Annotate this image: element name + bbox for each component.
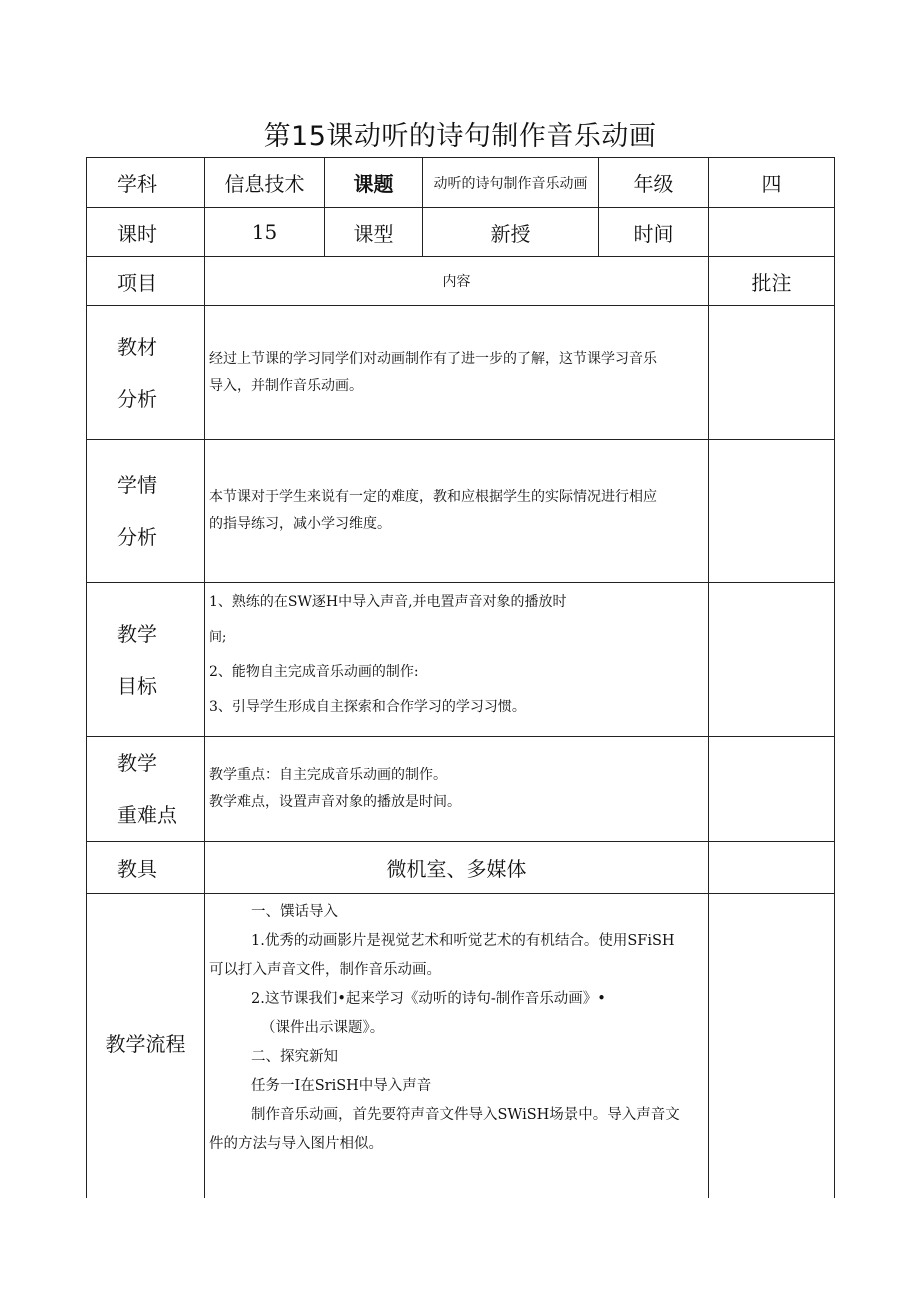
- process-line-5: （课件出示课题》。: [261, 1020, 385, 1036]
- process-row: [87, 894, 835, 1198]
- type-value: 新授: [423, 208, 599, 257]
- students-row: [87, 440, 835, 583]
- key-points-line-2: 教学难点，设置声音对象的播放是时间。: [209, 794, 461, 810]
- key-points-row: [87, 737, 835, 842]
- item-column-header: 项目: [87, 257, 205, 306]
- key-points-label: [87, 737, 205, 842]
- goals-label-line2: 目标: [117, 673, 157, 698]
- process-line-4: 2.这节课我们•起来学习《动听的诗句-制作音乐动画》•: [251, 991, 606, 1007]
- content-column-header: 内容: [205, 257, 709, 306]
- goals-line-3: 2、能物自主完成音乐动画的制作:: [209, 664, 419, 680]
- subject-value: 信息技术: [205, 158, 325, 208]
- type-label: 课型: [325, 208, 423, 257]
- goals-label: [87, 583, 205, 737]
- goals-line-2: 间;: [209, 630, 227, 645]
- goals-line-1: 1、熟练的在SW逐H中导入声音,并电置声音对象的播放时: [209, 594, 567, 610]
- tools-label: 教具: [87, 842, 205, 894]
- period-label: 课时: [87, 208, 205, 257]
- notes-column-header: 批注: [709, 257, 835, 306]
- header-row-2: [87, 208, 835, 257]
- grade-label: 年级: [599, 158, 709, 208]
- column-header-row: [87, 257, 835, 306]
- process-line-1: 一、馔话导入: [251, 904, 338, 920]
- students-label-line1: 学情: [117, 473, 157, 497]
- material-notes: [709, 306, 835, 440]
- goals-row: [87, 583, 835, 737]
- students-label: [87, 440, 205, 583]
- material-label-line1: 教材: [117, 334, 157, 359]
- time-value: [709, 208, 835, 257]
- process-line-3: 可以打入声音文件，制作音乐动画。: [209, 962, 441, 978]
- goals-line-4: 3、引导学生形成自主探索和合作学习的学习习惯。: [209, 699, 526, 715]
- grade-value: 四: [709, 158, 835, 208]
- tools-notes: [709, 842, 835, 894]
- header-row-1: [87, 158, 835, 208]
- process-line-9: 件的方法与导入图片相似。: [209, 1136, 383, 1152]
- process-line-7: 任务一I在SriSH中导入声音: [251, 1078, 432, 1094]
- material-line-2: 导入，并制作音乐动画。: [209, 377, 363, 394]
- subject-label: 学科: [87, 158, 205, 208]
- process-line-8: 制作音乐动画，首先要符声音文件导入SWiSH场景中。导入声音文: [251, 1107, 680, 1123]
- process-notes: [709, 894, 835, 1198]
- goals-content: [205, 583, 709, 737]
- process-label: 教学流程: [87, 894, 205, 1198]
- process-line-2: 1.优秀的动画影片是视觉艺术和听觉艺术的有机结合。使用SFiSH: [251, 933, 675, 949]
- students-notes: [709, 440, 835, 583]
- students-line-2: 的指导练习，减小学习维度。: [209, 516, 391, 532]
- students-line-1: 本节课对于学生来说有一定的难度，教和应根据学生的实际情况进行相应: [209, 489, 657, 505]
- process-content: [205, 894, 709, 1198]
- topic-value: 动听的诗句制作音乐动画: [423, 158, 599, 208]
- key-points-content: [205, 737, 709, 842]
- students-content: [205, 440, 709, 583]
- tools-value: 微机室、多媒体: [205, 842, 709, 894]
- topic-label: 课题: [325, 158, 423, 208]
- period-value: 15: [205, 208, 325, 257]
- tools-row: [87, 842, 835, 894]
- material-line-1: 经过上节课的学习同学们对动画制作有了进一步的了解，这节课学习音乐: [209, 350, 657, 367]
- students-label-line2: 分析: [117, 525, 157, 549]
- key-points-label-line2: 重难点: [117, 803, 177, 827]
- lesson-plan-table: [86, 157, 835, 1198]
- key-points-notes: [709, 737, 835, 842]
- process-line-6: 二、探究新知: [251, 1049, 338, 1065]
- time-label: 时间: [599, 208, 709, 257]
- material-label-line2: 分析: [117, 386, 157, 411]
- key-points-label-line1: 教学: [117, 751, 157, 775]
- page-title: 第15课动听的诗句制作音乐动画: [263, 121, 657, 152]
- material-row: [87, 306, 835, 440]
- goals-notes: [709, 583, 835, 737]
- key-points-line-1: 教学重点：自主完成音乐动画的制作。: [209, 767, 447, 783]
- material-content: [205, 306, 709, 440]
- goals-label-line1: 教学: [117, 621, 157, 646]
- material-label: [87, 306, 205, 440]
